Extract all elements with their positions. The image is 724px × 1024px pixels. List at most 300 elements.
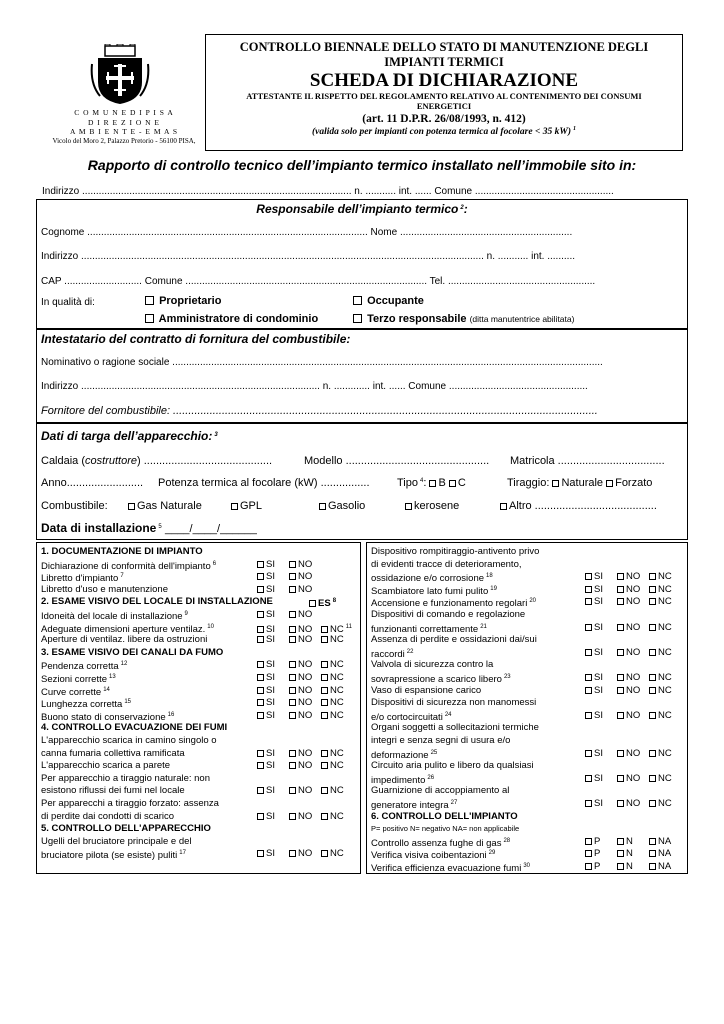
checklist-item-label: Dispositivi di comando e regolazione <box>371 609 526 620</box>
title-line-5: ENERGETICI <box>416 101 472 111</box>
checkbox-icon[interactable] <box>585 863 592 870</box>
checkbox-icon[interactable] <box>257 699 264 706</box>
option-si[interactable]: SI <box>257 697 289 708</box>
checklist-item-label: di evidenti tracce di deterioramento, <box>371 558 522 570</box>
checkbox-icon[interactable] <box>257 573 264 580</box>
option-nc[interactable]: NC <box>321 634 351 645</box>
checklist-options <box>257 685 351 696</box>
checkbox-icon[interactable] <box>289 586 296 593</box>
option-nc[interactable]: NC <box>321 672 351 683</box>
checklist-item-label: Per apparecchio a tiraggio naturale: non <box>41 772 211 784</box>
option-si[interactable]: SI <box>585 798 617 809</box>
checkbox-icon[interactable] <box>257 850 264 857</box>
checkbox-icon[interactable] <box>649 712 656 719</box>
option-si[interactable]: SI <box>585 596 617 607</box>
anno-field[interactable]: Anno......................... <box>41 477 144 489</box>
checkbox-icon[interactable] <box>649 624 656 631</box>
checklist-item-label: Dispositivo rompitiraggio-antivento privo <box>371 546 540 557</box>
checklist-options <box>585 685 679 696</box>
checklist-item-label: L'apparecchio scarica in camino singolo o <box>41 735 217 746</box>
option-es[interactable]: ES $^8$ <box>309 596 339 609</box>
checklist-options <box>257 748 351 759</box>
option-si[interactable]: SI <box>257 848 289 859</box>
title-line-4: ATTESTANTE IL RISPETTO DEL REGOLAMENTO RELATIVO AL CONTENIMENTO DEI CONSUMI <box>246 91 642 101</box>
option-gas-naturale[interactable]: Gas Naturale <box>128 500 202 512</box>
checkbox-icon[interactable] <box>585 712 592 719</box>
option-no[interactable]: NO <box>289 571 319 582</box>
checkbox-icon[interactable] <box>649 586 656 593</box>
checkbox-icon[interactable] <box>289 573 296 580</box>
checklist-item-label: Sezioni corrette $^{13}$ <box>41 674 116 685</box>
option-nc[interactable]: NC <box>649 571 679 582</box>
option-p[interactable]: P <box>585 836 617 847</box>
option-nc[interactable]: NC <box>321 685 351 696</box>
option-si[interactable]: SI <box>257 571 289 582</box>
checkbox-icon[interactable] <box>353 314 362 323</box>
checkbox-icon[interactable] <box>321 762 328 769</box>
checkbox-icon[interactable] <box>289 750 296 757</box>
checkbox-icon[interactable] <box>585 649 592 656</box>
intestatario-indirizzo-field[interactable]: Indirizzo ...................................................................................... n. ............. int. ...... Comune .................................................. <box>41 381 588 392</box>
matricola-field[interactable]: Matricola ................................... <box>510 455 665 467</box>
option-no[interactable]: NO <box>617 584 649 595</box>
checklist-item-label: canna fumaria collettiva ramificata <box>41 747 185 759</box>
option-nc[interactable]: NC <box>321 659 351 670</box>
option-gasolio[interactable]: Gasolio <box>319 500 365 512</box>
option-si[interactable]: SI <box>585 748 617 759</box>
checkbox-icon[interactable] <box>257 661 264 668</box>
checkbox-icon[interactable] <box>585 687 592 694</box>
checkbox-icon[interactable] <box>617 838 624 845</box>
checkbox-icon[interactable] <box>617 863 624 870</box>
checkbox-icon[interactable] <box>617 573 624 580</box>
option-n[interactable]: N <box>617 848 649 859</box>
checklist-item-label: di perdite dai condotti di scarico <box>41 810 175 822</box>
checklist-options <box>585 647 679 658</box>
checklist-options <box>585 710 679 721</box>
checkbox-icon[interactable] <box>617 649 624 656</box>
option-nc[interactable]: NC <box>649 710 679 721</box>
checklist-options <box>585 584 679 595</box>
checklist-item-label: Organi soggetti a sollecitazioni termiche <box>371 722 539 734</box>
checkbox-icon[interactable] <box>289 674 296 681</box>
checkbox-icon[interactable] <box>309 600 316 607</box>
section-heading: 4. CONTROLLO EVACUAZIONE DEI FUMI <box>41 722 228 734</box>
checkbox-icon[interactable] <box>289 661 296 668</box>
modello-field[interactable]: Modello ............................................... <box>304 455 490 467</box>
checkbox-icon[interactable] <box>405 503 412 510</box>
option-si[interactable]: SI <box>585 685 617 696</box>
checkbox-icon[interactable] <box>257 636 264 643</box>
checklist-options <box>585 622 679 633</box>
checkbox-icon[interactable] <box>231 503 238 510</box>
checklist-options <box>257 848 351 859</box>
checklist-item-label: Assenza di perdite e ossidazioni dai/sui <box>371 634 537 646</box>
checkbox-icon[interactable] <box>585 800 592 807</box>
checkbox-icon[interactable] <box>585 838 592 845</box>
option-nc[interactable]: NC <box>649 647 679 658</box>
checklist-options <box>585 798 679 809</box>
option-si[interactable]: SI <box>257 659 289 670</box>
checkbox-icon[interactable] <box>649 863 656 870</box>
checklist-item-label: Controllo assenza fughe di gas $^{28}$ <box>371 837 511 849</box>
option-si[interactable]: SI <box>257 748 289 759</box>
checklist-item-label: raccordi $^{22}$ <box>371 648 414 660</box>
option-altro[interactable]: Altro ........................................ <box>500 500 657 512</box>
checkbox-icon[interactable] <box>585 750 592 757</box>
checkbox-icon[interactable] <box>257 712 264 719</box>
option-nc[interactable]: NC <box>321 748 351 759</box>
option-si[interactable]: SI <box>585 584 617 595</box>
targa-heading: Dati di targa dell’apparecchio: $^3$ <box>41 429 218 443</box>
checkbox-icon[interactable] <box>649 850 656 857</box>
option-no[interactable]: NO <box>617 571 649 582</box>
checkbox-icon[interactable] <box>617 712 624 719</box>
option-nc[interactable]: NC <box>321 811 351 822</box>
option-no[interactable]: NO <box>289 685 321 696</box>
option-si[interactable]: SI <box>585 773 617 784</box>
option-nc[interactable]: NC $^{11}$ <box>321 622 351 635</box>
checkbox-icon[interactable] <box>552 480 559 487</box>
checkbox-icon[interactable] <box>321 674 328 681</box>
option-nc[interactable]: NC <box>649 685 679 696</box>
responsabile-heading: Responsabile dell’impianto termico $^2$: <box>256 202 468 216</box>
option-na[interactable]: NA <box>649 836 679 847</box>
checkbox-icon[interactable] <box>289 762 296 769</box>
option-no[interactable]: NO <box>289 697 321 708</box>
checkbox-icon[interactable] <box>321 687 328 694</box>
checkbox-icon[interactable] <box>289 813 296 820</box>
checkbox-icon[interactable] <box>585 586 592 593</box>
option-no[interactable]: NO <box>289 710 321 721</box>
responsabile-section <box>36 199 688 329</box>
checkbox-icon[interactable] <box>289 699 296 706</box>
checkbox-icon[interactable] <box>649 573 656 580</box>
page-subtitle: Rapporto di controllo tecnico dell’impianto termico installato nell’immobile sito in: <box>87 157 637 173</box>
checklist-item-label: sovrapressione a scarico libero $^{23}$ <box>371 674 511 685</box>
checklist-options <box>257 559 319 570</box>
checklist-options <box>309 596 339 609</box>
checklist-item-label: P= positivo N= negativo NA= non applicabile <box>371 824 520 834</box>
checklist-item-label: integri e senza segni di usura e/o <box>371 735 511 746</box>
checklist-item-label: Verifica efficienza evacuazione fumi $^{30}$ <box>371 863 531 874</box>
checkbox-icon[interactable] <box>585 598 592 605</box>
checkbox-icon[interactable] <box>145 314 154 323</box>
checklist-item-label: Idoneità del locale di installazione $^9$ <box>41 611 188 622</box>
checklist-item-label: generatore integra $^{27}$ <box>371 800 458 811</box>
checkbox-icon[interactable] <box>289 850 296 857</box>
option-no[interactable]: NO <box>289 848 321 859</box>
section-heading: 3. ESAME VISIVO DEI CANALI DA FUMO <box>41 646 224 658</box>
option-si[interactable]: SI <box>257 785 289 796</box>
org-line: Vicolo del Moro 2, Palazzo Pretorio - 56100 PISA, <box>52 136 196 145</box>
checklist-options <box>585 836 679 847</box>
checkbox-icon[interactable] <box>617 674 624 681</box>
option-si[interactable]: SI <box>257 710 289 721</box>
option-n[interactable]: N <box>617 836 649 847</box>
checklist-options <box>585 672 679 683</box>
option-no[interactable]: NO <box>617 622 649 633</box>
checkbox-icon[interactable] <box>353 296 362 305</box>
checklist-left-column <box>36 542 361 874</box>
checkbox-icon[interactable] <box>257 687 264 694</box>
potenza-field[interactable]: Potenza termica al focolare (kW) ................ <box>158 477 370 489</box>
nominativo-field[interactable]: Nominativo o ragione sociale ........................................................................................................................................................... <box>41 357 603 368</box>
option-nc[interactable]: NC <box>321 710 351 721</box>
checklist-item-label: L'apparecchio scarica a parete <box>41 760 171 772</box>
cap-comune-tel-field[interactable]: CAP ............................ Comune ....................................................................................... Tel. ..................................................... <box>41 276 596 287</box>
checkbox-icon[interactable] <box>585 775 592 782</box>
checklist-item-label: bruciatore pilota (se esiste) puliti $^{17}$ <box>41 850 186 862</box>
checkbox-icon[interactable] <box>145 296 154 305</box>
cognome-nome-field[interactable]: Cognome ..................................................................................................... Nome .............................................................. <box>41 227 573 238</box>
checkbox-icon[interactable] <box>321 661 328 668</box>
checklist-item-label: Dispositivi di sicurezza non manomessi <box>371 697 537 709</box>
option-amministratore[interactable]: Amministratore di condominio <box>145 313 318 325</box>
checkbox-icon[interactable] <box>257 674 264 681</box>
checklist-options <box>257 634 351 645</box>
option-si[interactable]: SI <box>257 584 289 595</box>
checklist-item-label: Accensione e funzionamento regolari $^{20}$ <box>371 598 537 610</box>
option-nc[interactable]: NC <box>321 785 351 796</box>
option-no[interactable]: NO <box>289 609 319 620</box>
option-nc[interactable]: NC <box>649 596 679 607</box>
option-si[interactable]: SI <box>257 559 289 570</box>
option-no[interactable]: NO <box>289 634 321 645</box>
checklist-item-label: Dichiarazione di conformità dell'impianto $^6$ <box>41 560 217 572</box>
option-no[interactable]: NO <box>289 584 319 595</box>
option-si[interactable]: SI <box>257 634 289 645</box>
option-nc[interactable]: NC <box>321 848 351 859</box>
option-si[interactable]: SI <box>257 609 289 620</box>
option-no[interactable]: NO <box>289 659 321 670</box>
option-no[interactable]: NO <box>289 624 321 635</box>
checkbox-icon[interactable] <box>289 787 296 794</box>
checkbox-icon[interactable] <box>649 838 656 845</box>
checkbox-icon[interactable] <box>606 480 613 487</box>
checklist-options <box>257 811 351 822</box>
option-nc[interactable]: NC <box>649 798 679 809</box>
option-occupante[interactable]: Occupante <box>353 295 424 307</box>
checkbox-icon[interactable] <box>429 480 436 487</box>
option-nc[interactable]: NC <box>649 672 679 683</box>
checklist-item-label: Vaso di espansione carico <box>371 684 482 696</box>
option-si[interactable]: SI <box>257 811 289 822</box>
option-si[interactable]: SI <box>257 760 289 771</box>
data-installazione-field[interactable]: Data di installazione $^5$ ____/____/______ <box>41 521 257 535</box>
checklist-options <box>257 571 319 582</box>
checklist-item-label: Aperture di ventilaz. libere da ostruzioni <box>41 634 208 646</box>
checkbox-icon[interactable] <box>617 800 624 807</box>
option-si[interactable]: SI <box>585 710 617 721</box>
option-no[interactable]: NO <box>617 710 649 721</box>
checkbox-icon[interactable] <box>617 586 624 593</box>
checkbox-icon[interactable] <box>257 586 264 593</box>
checkbox-icon[interactable] <box>289 636 296 643</box>
option-no[interactable]: NO <box>289 811 321 822</box>
fornitore-field[interactable]: Fornitore del combustibile: ........................................................................................................................................... <box>41 405 598 417</box>
checkbox-icon[interactable] <box>289 561 296 568</box>
checkbox-icon[interactable] <box>500 503 507 510</box>
checklist-options <box>585 773 679 784</box>
checklist-item-label: ossidazione e/o corrosione $^{18}$ <box>371 573 493 585</box>
option-no[interactable]: NO <box>289 559 319 570</box>
title-line-2: IMPIANTI TERMICI <box>384 55 504 69</box>
option-no[interactable]: NO <box>617 798 649 809</box>
org-line: C O M U N E D I P I S A <box>74 108 174 117</box>
checklist-item-label: funzionanti correttamente $^{21}$ <box>371 623 487 635</box>
checkbox-icon[interactable] <box>649 775 656 782</box>
option-nc[interactable]: NC <box>649 773 679 784</box>
checkbox-icon[interactable] <box>617 624 624 631</box>
checkbox-icon[interactable] <box>321 636 328 643</box>
option-no[interactable]: NO <box>289 748 321 759</box>
checklist-item-label: impedimento $^{26}$ <box>371 774 435 786</box>
checkbox-icon[interactable] <box>617 598 624 605</box>
option-nc[interactable]: NC <box>321 697 351 708</box>
checklist-options <box>257 697 351 708</box>
option-no[interactable]: NO <box>289 760 321 771</box>
option-no[interactable]: NO <box>617 773 649 784</box>
checkbox-icon[interactable] <box>289 712 296 719</box>
checklist-options <box>257 672 351 683</box>
checklist-options <box>257 785 351 796</box>
section-heading: 5. CONTROLLO DELL'APPARECCHIO <box>41 823 211 835</box>
checkbox-icon[interactable] <box>289 687 296 694</box>
checkbox-icon[interactable] <box>321 750 328 757</box>
option-no[interactable]: NO <box>617 685 649 696</box>
option-na[interactable]: NA <box>649 861 679 872</box>
checkbox-icon[interactable] <box>649 687 656 694</box>
comune-logo <box>90 44 150 106</box>
option-no[interactable]: NO <box>617 647 649 658</box>
option-terzo-responsabile[interactable]: Terzo responsabile (ditta manutentrice abilitata) <box>353 313 574 325</box>
checklist-right-column <box>366 542 688 874</box>
checklist-item-label: Libretto d'impianto $^7$ <box>41 573 124 585</box>
checkbox-icon[interactable] <box>289 626 296 633</box>
checklist-item-label: Adeguate dimensioni aperture ventilaz. $^{10}$ <box>41 623 214 635</box>
checklist-item-label: Valvola di sicurezza contro la <box>371 659 494 671</box>
checkbox-icon[interactable] <box>585 573 592 580</box>
option-si[interactable]: SI <box>585 622 617 633</box>
option-no[interactable]: NO <box>617 672 649 683</box>
checkbox-icon[interactable] <box>289 611 296 618</box>
option-nc[interactable]: NC <box>649 748 679 759</box>
checkbox-icon[interactable] <box>257 561 264 568</box>
option-si[interactable]: SI <box>585 672 617 683</box>
checkbox-icon[interactable] <box>257 611 264 618</box>
checkbox-icon[interactable] <box>321 850 328 857</box>
checkbox-icon[interactable] <box>617 687 624 694</box>
checklist-item-label: Ugelli del bruciatore principale e del <box>41 835 192 847</box>
checkbox-icon[interactable] <box>617 750 624 757</box>
section-heading: 6. CONTROLLO DELL'IMPIANTO <box>371 810 518 822</box>
checkbox-icon[interactable] <box>321 787 328 794</box>
option-n[interactable]: N <box>617 861 649 872</box>
org-line: D I R E Z I O N E <box>88 117 160 127</box>
checkbox-icon[interactable] <box>585 624 592 631</box>
caldaia-field[interactable]: Caldaia (costruttore) .......................................... <box>41 455 273 467</box>
option-no[interactable]: NO <box>289 672 321 683</box>
option-kerosene[interactable]: kerosene <box>405 500 459 512</box>
option-no[interactable]: NO <box>289 785 321 796</box>
option-no[interactable]: NO <box>617 748 649 759</box>
header-title-box <box>205 34 683 151</box>
comune-address <box>44 108 204 146</box>
checkbox-icon[interactable] <box>321 626 328 633</box>
option-si[interactable]: SI <box>257 672 289 683</box>
intestatario-section <box>36 329 688 423</box>
checkbox-icon[interactable] <box>257 750 264 757</box>
checkbox-icon[interactable] <box>585 674 592 681</box>
checklist-item-label: Per apparecchi a tiraggio forzato: assenza <box>41 798 219 809</box>
checkbox-icon[interactable] <box>321 813 328 820</box>
option-p[interactable]: P <box>585 861 617 872</box>
checkbox-icon[interactable] <box>321 712 328 719</box>
title-line-6: (art. 11 D.P.R. 26/08/1993, n. 412) <box>362 113 526 125</box>
option-si[interactable]: SI <box>585 571 617 582</box>
checkbox-icon[interactable] <box>257 762 264 769</box>
option-p[interactable]: P <box>585 848 617 859</box>
checklist-options <box>257 659 351 670</box>
checkbox-icon[interactable] <box>128 503 135 510</box>
checklist-options <box>257 622 351 635</box>
option-si[interactable]: SI <box>257 624 289 635</box>
checklist-options <box>585 861 679 872</box>
option-nc[interactable]: NC <box>321 760 351 771</box>
checklist-options <box>585 571 679 582</box>
checkbox-icon[interactable] <box>649 649 656 656</box>
option-nc[interactable]: NC <box>649 622 679 633</box>
checklist-item-label: Circuito aria pulito e libero da qualsiasi <box>371 760 534 772</box>
checklist-options <box>257 584 319 595</box>
responsabile-indirizzo-field[interactable]: Indirizzo ................................................................................................................................................. n. ........... int. .......... <box>41 251 576 262</box>
address-line[interactable]: Indirizzo ................................................................................................. n. ........... int. ...... Comune .................................................. <box>42 186 614 197</box>
checkbox-icon[interactable] <box>649 598 656 605</box>
option-gpl[interactable]: GPL <box>231 500 262 512</box>
option-si[interactable]: SI <box>585 647 617 658</box>
checklist-options <box>257 710 351 721</box>
checkbox-icon[interactable] <box>257 787 264 794</box>
checkbox-icon[interactable] <box>257 626 264 633</box>
checkbox-icon[interactable] <box>319 503 326 510</box>
title-line-7: (valida solo per impianti con potenza termica al focolare < 35 kW) $^1$ <box>312 126 576 137</box>
option-na[interactable]: NA <box>649 848 679 859</box>
document-title: SCHEDA DI DICHIARAZIONE <box>309 70 579 91</box>
checklist-item-label: Scambiatore lato fumi pulito $^{19}$ <box>371 585 497 597</box>
section-heading: 1. DOCUMENTAZIONE DI IMPIANTO <box>41 546 203 557</box>
checkbox-icon[interactable] <box>617 775 624 782</box>
checkbox-icon[interactable] <box>649 750 656 757</box>
tipo-options: Tipo $^4$: B C <box>397 477 466 489</box>
checkbox-icon[interactable] <box>649 800 656 807</box>
checkbox-icon[interactable] <box>649 674 656 681</box>
checkbox-icon[interactable] <box>257 813 264 820</box>
checkbox-icon[interactable] <box>617 850 624 857</box>
org-line: A M B I E N T E - E M A S <box>69 127 179 136</box>
checklist-item-label: Guarnizione di accoppiamento al <box>371 785 510 797</box>
checklist-item-label: esistono riflussi dei fumi nel locale <box>41 785 185 797</box>
option-nc[interactable]: NC <box>649 584 679 595</box>
checkbox-icon[interactable] <box>585 850 592 857</box>
option-no[interactable]: NO <box>617 596 649 607</box>
checklist-options <box>257 609 319 620</box>
option-proprietario[interactable]: Proprietario <box>145 295 221 307</box>
option-si[interactable]: SI <box>257 685 289 696</box>
checkbox-icon[interactable] <box>449 480 456 487</box>
checklist-item-label: Buono stato di conservazione $^{16}$ <box>41 711 175 723</box>
checkbox-icon[interactable] <box>321 699 328 706</box>
